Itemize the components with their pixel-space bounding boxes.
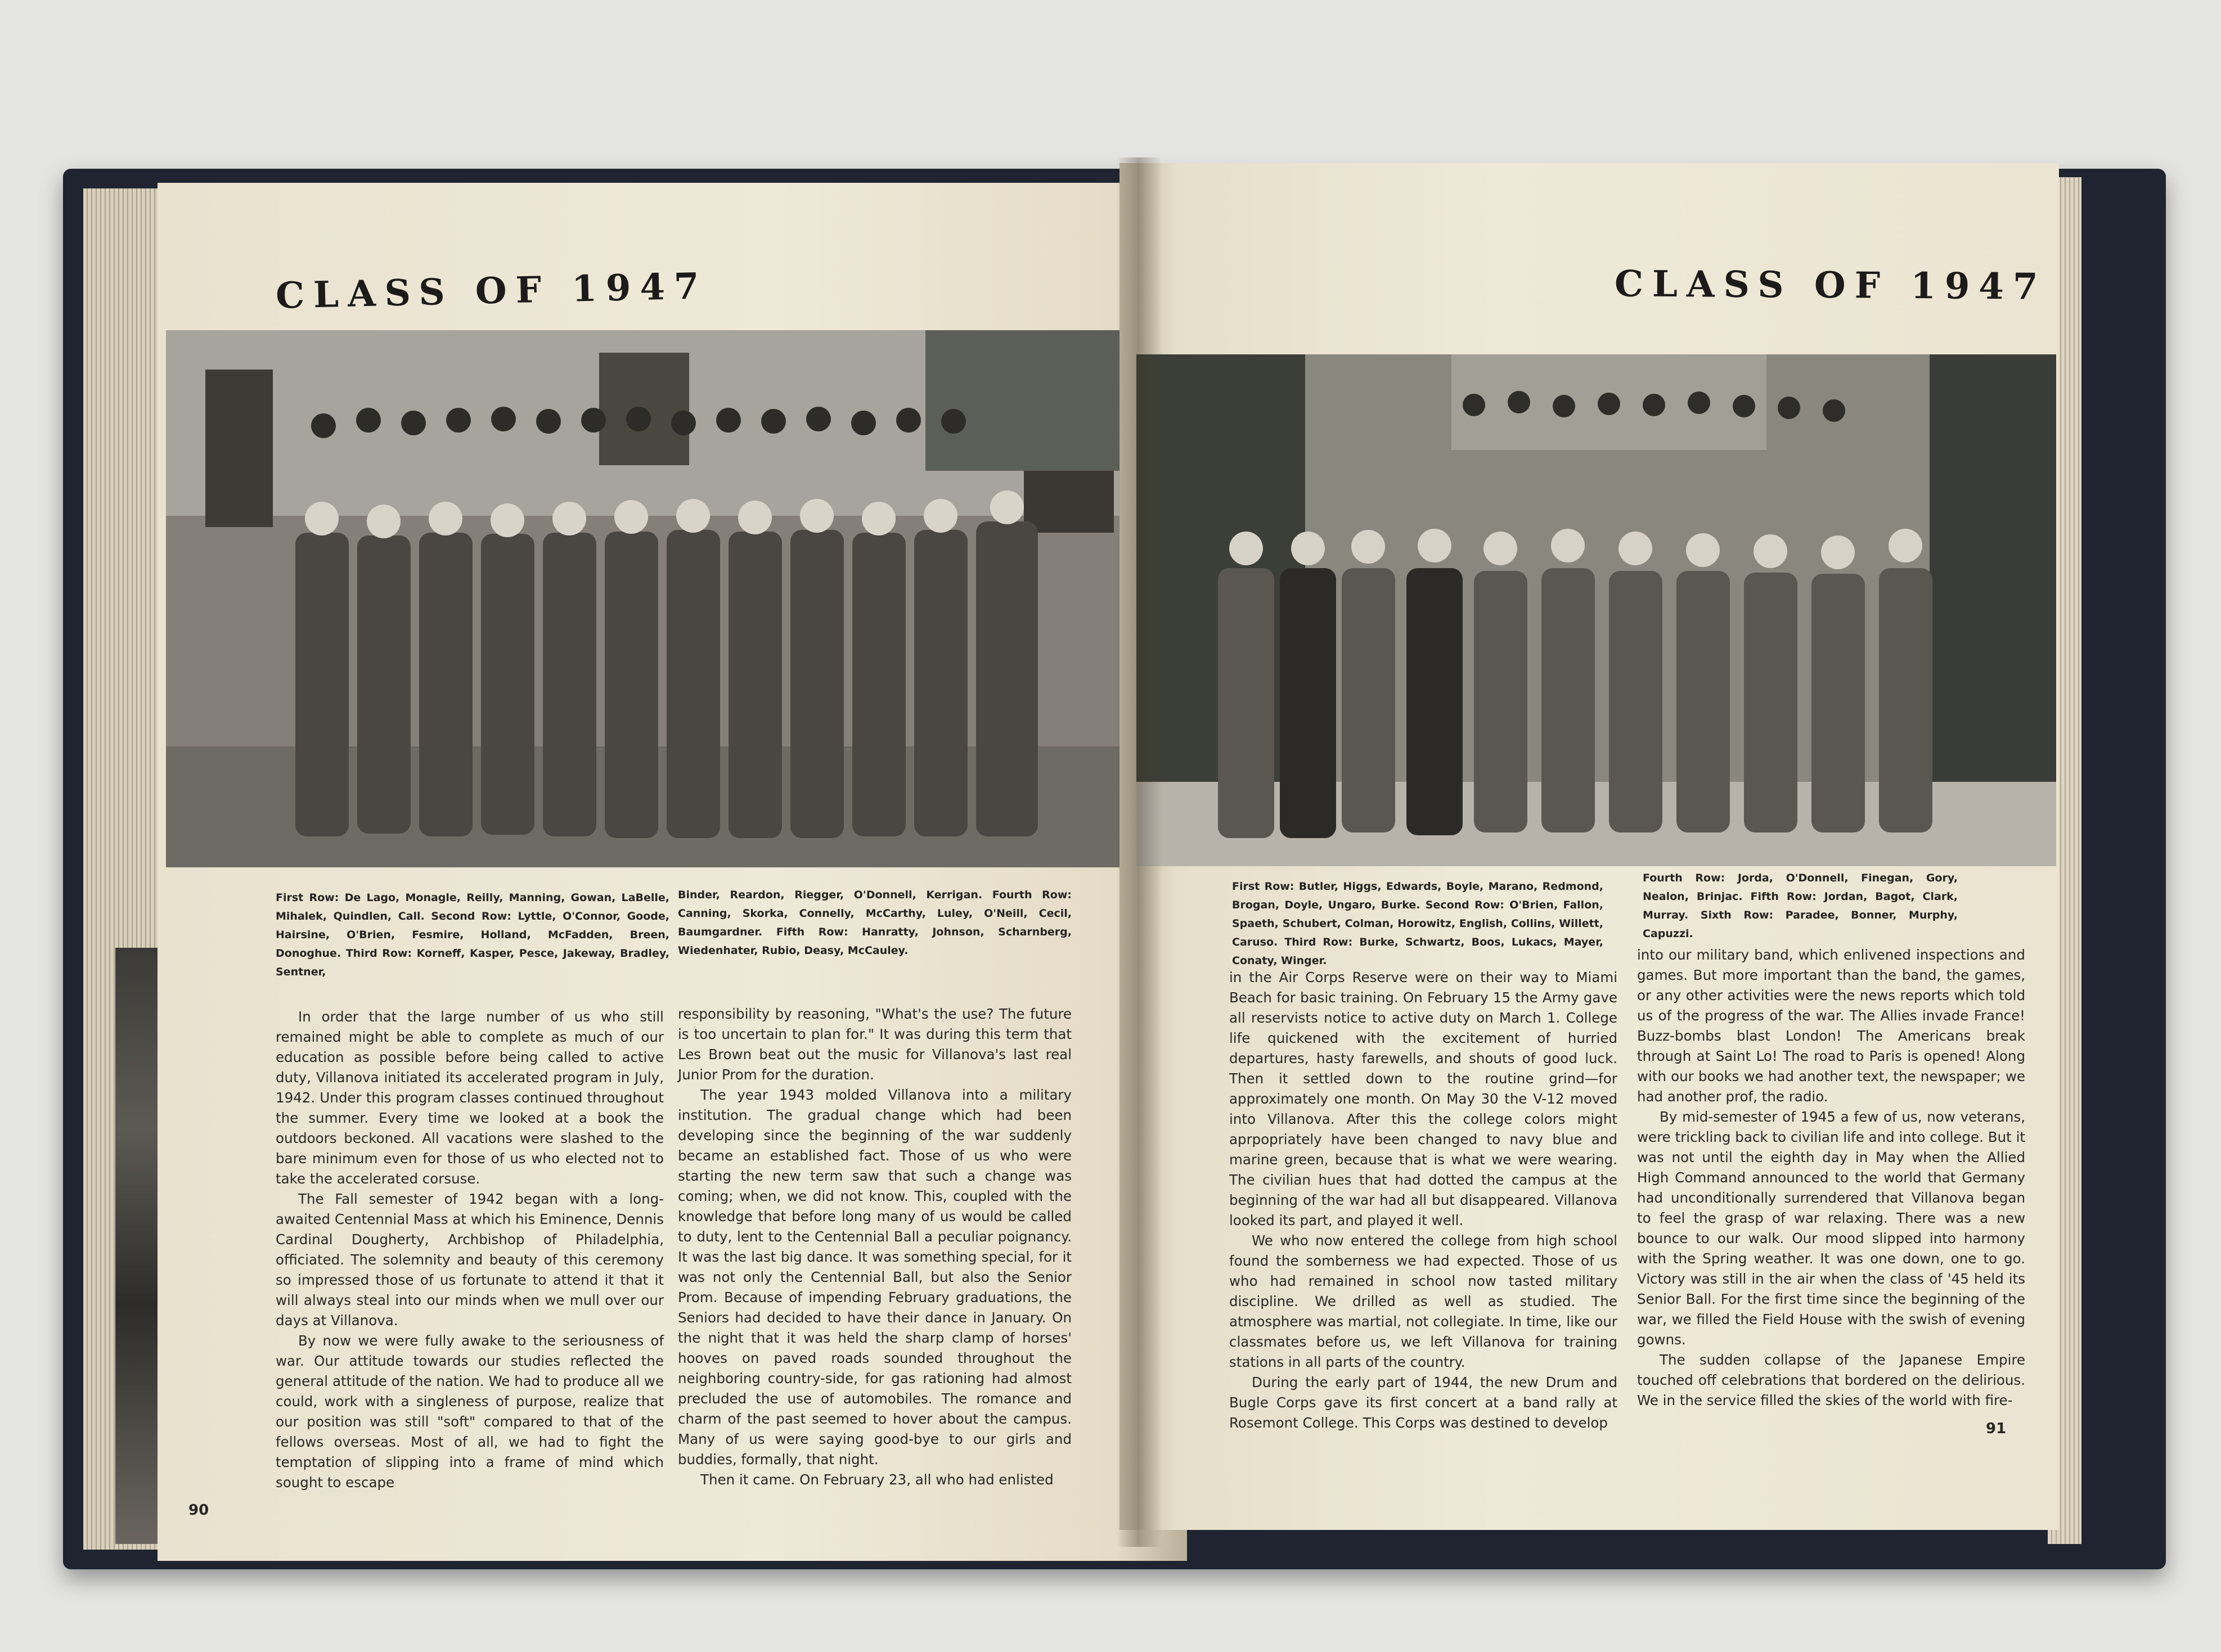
paragraph: In order that the large number of us who still remained might be able to complete as much of our education as possible before being called to active duty, Villanova initiated its accelerated program in July, 1942. Under this program classes continued throughout the summer. Every time we looked at a book the outdoors beckoned. All vacations were slashed to the bare minimum even for those of us who elected not to take the accelerated corsuse. [276,1009,664,1187]
right-photo-caption-col1: First Row: Butler, Higgs, Edwards, Boyle, Marano, Redmond, Brogan, Doyle, Ungaro, Burke. Second Row: O'Brien, Fallon, Spaeth, Schubert, Colman, Horowitz, English, Collins, Willett, Caruso. Third Row: Burke, Schwartz, Boos, Lukacs, Mayer, Conaty, Winger. [1232,880,1603,967]
right-text-col2 [1637,945,2025,1411]
right-page-title: CLASS OF 1947 [1614,263,2047,308]
paragraph: By mid-semester of 1945 a few of us, now veterans, were trickling back to civilian life and into college. But it was not until the eighth day in May when the Allied High Command announced to the world that Germany had unconditionally surrendered that Villanova began to feel the grasp of war relaxing. There was a new bounce to our walk. Our mood slipped into harmony with the Spring weather. It was one down, one to go. Victory was still in the air when the class of '45 held its Senior Ball. For the first time since the beginning of the war, we filled the Field House with the swish of evening gowns. [1637,1109,2025,1348]
left-text-col1 [276,1007,664,1493]
left-text-col2 [678,1004,1072,1490]
paragraph: Then it came. On February 23, all who had enlisted [700,1471,1054,1488]
left-page-number: 90 [188,1502,209,1519]
right-class-photo-art [1136,354,2056,866]
right-text-col1 [1229,967,1617,1433]
paragraph: The year 1943 molded Villanova into a military institution. The gradual change which had been developing since the beginning of the war suddenly became an established fact. Those of us who were starting the new term saw that such a change was coming; when, we did not know. This, coupled with the knowledge that before long many of us would be called to duty, lent to the Centennial Ball a peculiar poignancy. It was the last big dance. It was something special, for it was not only the Centennial Ball, but also the Senior Prom. Because of impending February graduations, the Seniors had decided to have their dance in January. On the night that it was held the sharp clamp of horses' hooves on paved roads sounded throughout the neighboring country-side, for gas rationing had almost precluded the use of automobiles. The romance and charm of the past seemed to hover about the campus. Many of us were saying good-bye to our girls and buddies, formally, that night. [678,1087,1072,1468]
left-class-photo-art [166,330,1139,867]
right-page [1120,163,2059,1530]
left-photo-caption-col2: Binder, Reardon, Riegger, O'Donnell, Kerrigan. Fourth Row: Canning, Skorka, Connelly, McCarthy, Luley, O'Neill, Cecil, Baumgardner. Fifth Row: Hanratty, Johnson, Scharnberg, Wiedenhater, Rubio, Deasy, McCauley. [678,889,1072,957]
left-page-title: CLASS OF 1947 [275,265,709,317]
paragraph: The sudden collapse of the Japanese Empire touched off celebrations that bordered on the delirious. We in the service filled the skies of the world with fire- [1637,1352,2025,1408]
paragraph: responsibility by reasoning, "What's the use? The future is too uncertain to plan for." It was during this term that Les Brown beat out the music for Villanova's last real Junior Prom for the duration. [678,1006,1072,1083]
left-class-photo [166,330,1139,867]
paragraph: into our military band, which enlivened inspections and games. But more important than the band, the games, or any other activities were the news reports which told us of the progress of the war. The Allies invade France! Buzz-bombs blast London! The Americans break through at Saint Lo! The road to Paris is opened! Along with our books we had another text, the newspaper; we had another prof, the radio. [1637,947,2025,1105]
paragraph: By now we were fully awake to the seriousness of war. Our attitude towards our studies reflected the general attitude of the nation. We had to produce all we could, work with a singleness of purpose, realize that our position was still "soft" compared to that of the fellows overseas. Most of all, we had to fight the temptation of slipping into a frame of mind which sought to escape [276,1333,664,1491]
right-photo-caption-col2: Fourth Row: Jorda, O'Donnell, Finegan, Gory, Nealon, Brinjac. Fifth Row: Jordan, Bagot, Clark, Murray. Sixth Row: Paradee, Bonner, Murphy, Capuzzi. [1643,872,1958,940]
left-page [158,183,1187,1561]
paragraph: During the early part of 1944, the new Drum and Bugle Corps gave its first concert at a band rally at Rosemont College. This Corps was destined to develop [1229,1374,1617,1431]
right-class-photo [1136,354,2056,866]
left-photo-caption-col1: First Row: De Lago, Monagle, Reilly, Manning, Gowan, LaBelle, Mihalek, Quindlen, Call. Second Row: Lyttle, O'Connor, Goode, Hairsine, O'Brien, Fesmire, Holland, McFadden, Breen, Donoghue. Third Row: Korneff, Kasper, Pesce, Jakeway, Bradley, Sentner, [276,892,669,978]
paragraph: We who now entered the college from high school found the somberness we had expected. Those of us who had remained in school now tasted military discipline. We drilled as well as studied. The atmosphere was martial, not collegiate. In time, like our classmates before us, we left Villanova for training stations in all parts of the country. [1229,1232,1617,1370]
paragraph: in the Air Corps Reserve were on their way to Miami Beach for basic training. On February 15 the Army gave all reservists notice to active duty on March 1. College life quickened with the excitement of hurried departures, hasty farewells, and shouts of good luck. Then it settled down to the routine grind—for approximately one month. On May 30 the V-12 moved into Villanova. After this the college colors might aprpopriately have been changed to navy blue and marine green, because that is what we were wearing. The civilian hues that had dotted the campus at the beginning of the war had all but disappeared. Villanova looked its part, and played it well. [1229,969,1617,1228]
right-page-number: 91 [1986,1420,2007,1437]
paragraph: The Fall semester of 1942 began with a long-awaited Centennial Mass at which his Eminence, Dennis Cardinal Dougherty, Archbishop of Philadelphia, officiated. The solemnity and beauty of this ceremony so impressed those of us fortunate to attend it that it will always steal into our minds when we mull over our days at Villanova. [276,1191,664,1329]
book-gutter [1117,157,1162,1547]
